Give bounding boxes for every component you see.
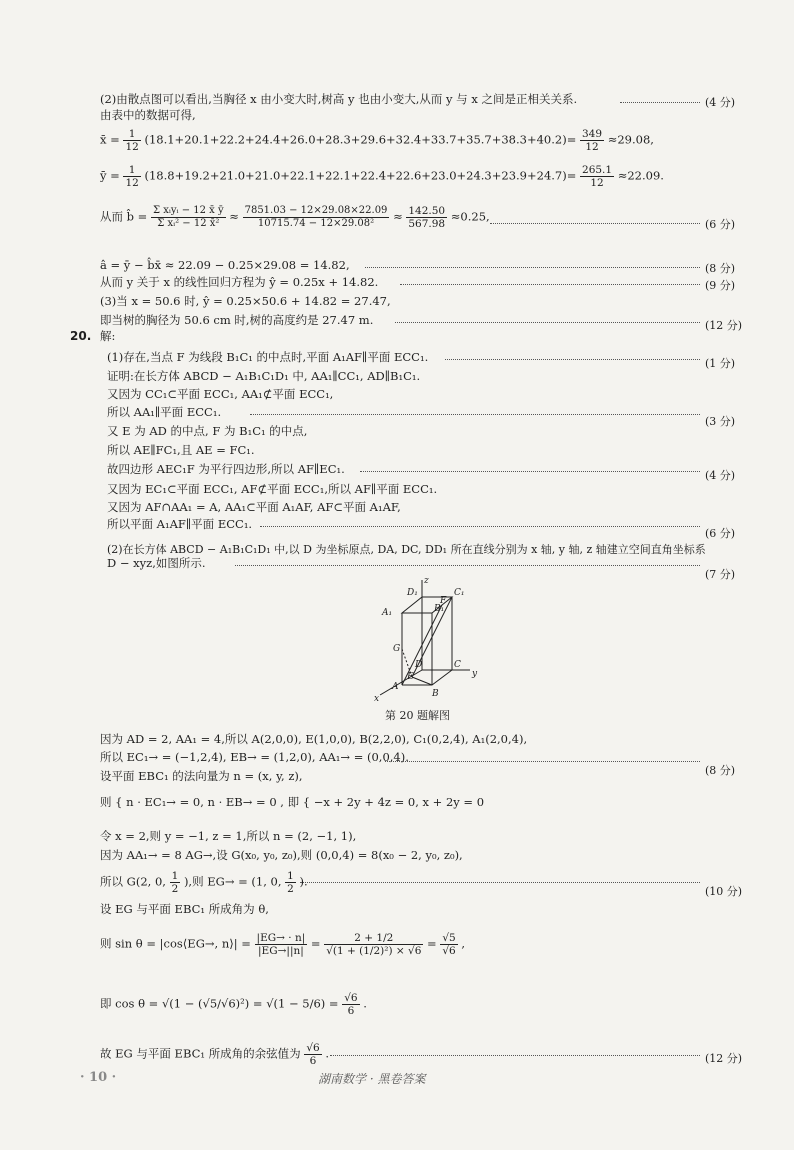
mean-x-line: x̄ = $\frac{1}{12}$ (18.1+20.1+22.2+24.4+26.0+28.3+29.6+32.4+33.7+35.7+38.3+40.2)= $\frac{349}{12}$ ≈29.08, bbox=[100, 128, 654, 153]
fraction: $\frac{\text{Σ xᵢyᵢ − 12 x̄ ȳ}}{\text{Σ xᵢ² − 12 x̄²}}$ bbox=[152, 205, 224, 229]
label-b: B bbox=[432, 689, 439, 699]
score-mark: (4 分) bbox=[705, 96, 736, 109]
fraction: $\frac{7851.03 - 12\times 29.08\times 22.09}{\text{10715.74 − 12×29.08²}}$ bbox=[244, 205, 388, 229]
label-a1: A₁ bbox=[382, 608, 393, 618]
score-mark: (3 分) bbox=[705, 415, 736, 428]
score-mark: (1 分) bbox=[705, 357, 736, 370]
label-g: G bbox=[393, 644, 401, 654]
cuboid-figure bbox=[360, 575, 490, 705]
label-f: F bbox=[440, 596, 447, 606]
fraction: $\frac{142.50}{567.98}$ bbox=[408, 205, 446, 230]
text-line: D − xyz,如图所示. bbox=[107, 556, 206, 570]
fraction: $\frac{√5}{√6}$ bbox=[442, 932, 456, 957]
score-mark: (6 分) bbox=[705, 527, 736, 540]
text-line: 从而 y 关于 x 的线性回归方程为 ŷ = 0.25x + 14.82. bbox=[100, 275, 379, 289]
dot-leader bbox=[365, 258, 700, 268]
text-line bbox=[100, 795, 484, 809]
normal-system-equations: 即 { −x + 2y + 4z = 0, x + 2y = 0 bbox=[287, 795, 485, 809]
solution-heading: 解: bbox=[100, 329, 116, 343]
footer-title: 湖南数学 · 黑卷答案 bbox=[318, 1072, 426, 1086]
slope-line: 从而 b̂ = $\frac{\text{Σ xᵢyᵢ − 12 x̄ ȳ}}{\text{Σ xᵢ² − 12 x̄²}}$ ≈ $\frac{7851.03 - 12\times 29.08\times 22.09}{\text{10715.74 − 12×29.08²}}$ ≈ $\frac{142.50}{567.98}$ ≈0.25, bbox=[100, 205, 490, 230]
text-line: 因为 AD = 2, AA₁ = 4,所以 A(2,0,0), E(1,0,0), B(2,2,0), C₁(0,2,4), A₁(2,0,4), bbox=[100, 732, 528, 746]
fraction: $\frac{1}{2}$ bbox=[287, 870, 294, 895]
dot-leader bbox=[620, 93, 700, 103]
score-mark: (9 分) bbox=[705, 279, 736, 292]
text-line: 故四边形 AEC₁F 为平行四边形,所以 AF∥EC₁. bbox=[107, 462, 345, 476]
score-mark: (12 分) bbox=[705, 1052, 743, 1065]
fraction: $\frac{1}{2}$ bbox=[171, 870, 179, 895]
score-mark: (10 分) bbox=[705, 885, 743, 898]
text-line: 所以 G(2, 0, $\frac{1}{2}$ ),则 EG→ = (1, 0, $\frac{1}{2}$ ). bbox=[100, 870, 308, 895]
dot-leader bbox=[260, 517, 700, 527]
label-e: E bbox=[407, 672, 414, 682]
fraction: $\frac{2 + 1/2}{\text{√(1 + (1/2)²) × √6}}$ bbox=[326, 932, 422, 957]
text-line: 又因为 EC₁⊂平面 ECC₁, AF⊄平面 ECC₁,所以 AF∥平面 ECC₁. bbox=[107, 482, 438, 496]
text-line: 设平面 EBC₁ 的法向量为 n = (x, y, z), bbox=[100, 769, 303, 783]
dot-leader bbox=[300, 873, 700, 883]
dot-leader bbox=[235, 556, 700, 566]
text-line: 所以平面 A₁AF∥平面 ECC₁. bbox=[107, 517, 253, 531]
dot-leader bbox=[400, 275, 700, 285]
text-line: (1)存在,当点 F 为线段 B₁C₁ 的中点时,平面 A₁AF∥平面 ECC₁. bbox=[107, 350, 429, 364]
text-line: 故 EG 与平面 EBC₁ 所成角的余弦值为 $\frac{√6}{6}$ . bbox=[100, 1042, 330, 1067]
label-c1: C₁ bbox=[454, 588, 465, 598]
question-number: 20. bbox=[70, 329, 92, 343]
text-line: 所以 AE∥FC₁,且 AE = FC₁. bbox=[107, 443, 255, 457]
fraction: $\frac{349}{12}$ bbox=[582, 128, 603, 153]
text-line: (3)当 x = 50.6 时, ŷ = 0.25×50.6 + 14.82 = 27.47, bbox=[100, 294, 391, 308]
dot-leader bbox=[360, 462, 700, 472]
text-line: 设 EG 与平面 EBC₁ 所成角为 θ, bbox=[100, 902, 269, 916]
text-line: 因为 AA₁→ = 8 AG→,设 G(x₀, y₀, z₀),则 (0,0,4) = 8(x₀ − 2, y₀, z₀), bbox=[100, 848, 463, 862]
text-line: 又因为 CC₁⊂平面 ECC₁, AA₁⊄平面 ECC₁, bbox=[107, 387, 334, 401]
mean-y-line: ȳ = $\frac{1}{12}$ (18.8+19.2+21.0+21.0+22.1+22.1+22.4+22.6+23.0+24.3+23.9+24.7)= $\frac{265.1}{12}$ ≈22.09. bbox=[100, 164, 664, 189]
score-mark: (4 分) bbox=[705, 469, 736, 482]
dot-leader bbox=[385, 752, 700, 762]
text-line: 证明:在长方体 ABCD − A₁B₁C₁D₁ 中, AA₁∥CC₁, AD∥B₁C₁. bbox=[107, 369, 421, 383]
text-line: 由表中的数据可得, bbox=[100, 108, 196, 122]
fraction: $\frac{√6}{6}$ bbox=[306, 1042, 320, 1067]
label-c: C bbox=[454, 660, 461, 670]
score-mark: (7 分) bbox=[705, 568, 736, 581]
fraction: $\frac{1}{12}$ bbox=[125, 164, 139, 189]
score-mark: (12 分) bbox=[705, 319, 743, 332]
dot-leader bbox=[395, 313, 700, 323]
fraction: $\frac{1}{12}$ bbox=[125, 128, 139, 153]
text-line: (2)由散点图可以看出,当胸径 x 由小变大时,树高 y 也由小变大,从而 y 与 x 之间是正相关关系. bbox=[100, 92, 578, 106]
normal-system-conditions: 则 { n · EC₁→ = 0, n · EB→ = 0 , bbox=[100, 795, 284, 809]
text-line: â = ȳ − b̂x̄ ≈ 22.09 − 0.25×29.08 = 14.82, bbox=[100, 258, 350, 272]
text-line: 所以 AA₁∥平面 ECC₁. bbox=[107, 405, 222, 419]
score-mark: (8 分) bbox=[705, 764, 736, 777]
text-line: 即当树的胸径为 50.6 cm 时,树的高度约是 27.47 m. bbox=[100, 313, 374, 327]
text-line: 又因为 AF∩AA₁ = A, AA₁⊂平面 A₁AF, AF⊂平面 A₁AF, bbox=[107, 500, 401, 514]
dot-leader bbox=[445, 350, 700, 360]
fraction: $\frac{265.1}{12}$ bbox=[582, 164, 613, 189]
score-mark: (8 分) bbox=[705, 262, 736, 275]
label-x: x bbox=[374, 694, 380, 704]
dot-leader bbox=[490, 214, 700, 224]
fraction: $\frac{√6}{6}$ bbox=[344, 992, 358, 1017]
fraction: $\frac{|EG\to \cdot n|}{|EG\to||n|}$ bbox=[256, 932, 306, 957]
page-number: · 10 · bbox=[80, 1070, 117, 1085]
text-line: 令 x = 2,则 y = −1, z = 1,所以 n = (2, −1, 1), bbox=[100, 829, 357, 843]
text-line: 所以 EC₁→ = (−1,2,4), EB→ = (1,2,0), AA₁→ = (0,0,4). bbox=[100, 750, 409, 764]
text-line: 即 cos θ = √(1 − (√5/√6)²) = √(1 − 5/6) = $\frac{√6}{6}$ . bbox=[100, 992, 367, 1017]
text-line: 则 sin θ = |cos⟨EG→, n⟩| = $\frac{|EG\to \cdot n|}{|EG\to||n|}$ = $\frac{2 + 1/2}{\text{√(1 + (1/2)²) × √6}}$ = $\frac{√5}{√6}$ , bbox=[100, 932, 466, 957]
label-z: z bbox=[424, 576, 429, 586]
label-d1: D₁ bbox=[407, 588, 418, 598]
label-a: A bbox=[392, 682, 399, 692]
text-line: 又 E 为 AD 的中点, F 为 B₁C₁ 的中点, bbox=[107, 424, 308, 438]
figure-caption: 第 20 题解图 bbox=[385, 709, 450, 722]
dot-leader bbox=[330, 1046, 700, 1056]
line-eb bbox=[412, 677, 432, 685]
score-mark: (6 分) bbox=[705, 218, 736, 231]
label-d: D bbox=[415, 660, 423, 670]
label-b1: B₁ bbox=[434, 604, 445, 614]
text-line: (2)在长方体 ABCD − A₁B₁C₁D₁ 中,以 D 为坐标原点, DA, DC, DD₁ 所在直线分别为 x 轴, y 轴, z 轴建立空间直角坐标系 bbox=[107, 543, 706, 556]
x-axis bbox=[380, 670, 422, 695]
label-y: y bbox=[472, 669, 478, 679]
dot-leader bbox=[250, 405, 700, 415]
